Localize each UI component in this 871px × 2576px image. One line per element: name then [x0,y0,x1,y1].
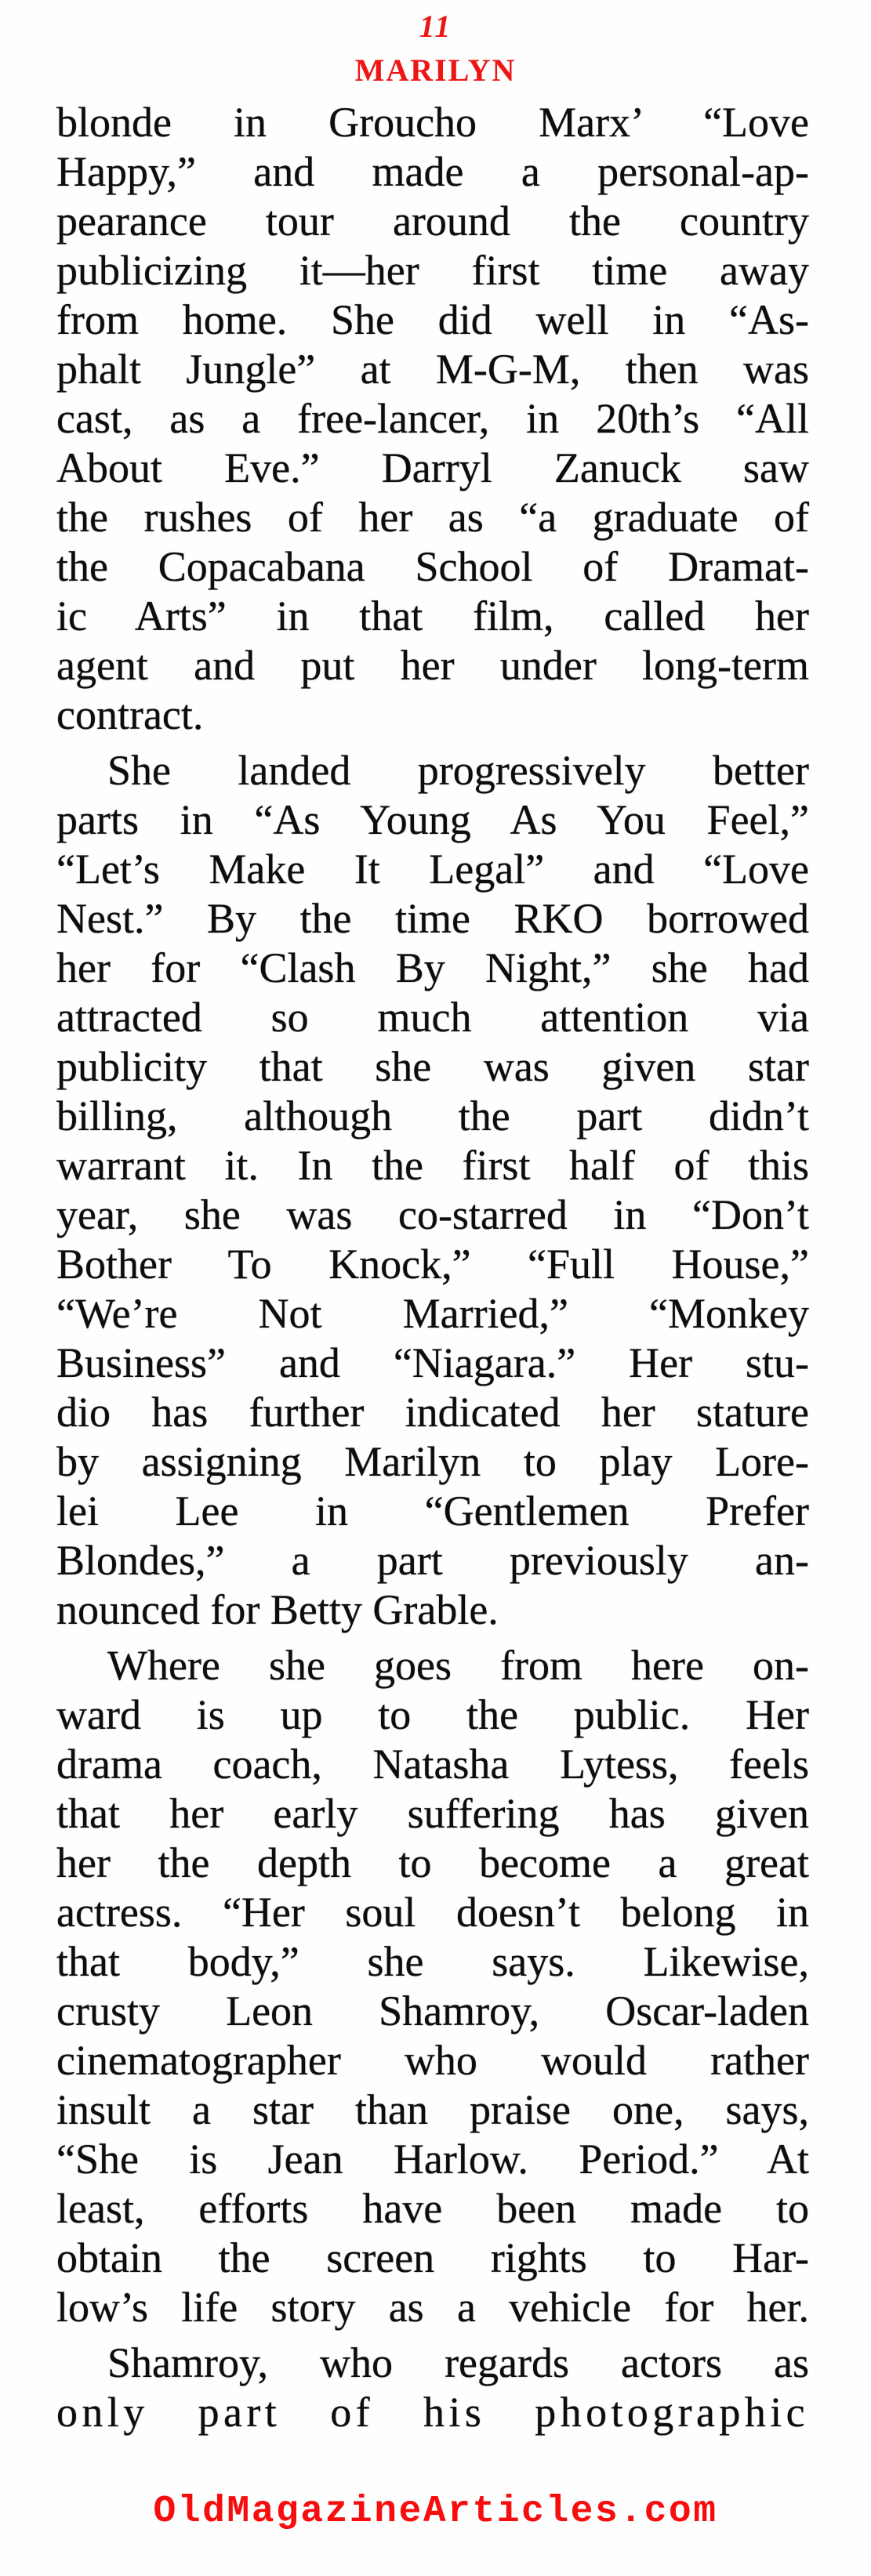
article-line: Business” and “Niagara.” Her stu- [56,1339,809,1386]
article-line: drama coach, Natasha Lytess, feels [56,1741,809,1788]
article-line: publicity that she was given star [56,1043,809,1090]
article-line: year, she was co-starred in “Don’t [56,1191,809,1238]
article-line: least, efforts have been made to [56,2185,809,2232]
page-header [0,0,871,86]
article-line: that body,” she says. Likewise, [56,1938,809,1985]
article-line: “We’re Not Married,” “Monkey [56,1290,809,1337]
article-line: low’s life story as a vehicle for her. [56,2284,809,2331]
article-line: Nest.” By the time RKO borrowed [56,895,809,942]
article-line: by assigning Marilyn to play Lore- [56,1438,809,1485]
article-line: cinematographer who would rather [56,2037,809,2084]
article-line: “Let’s Make It Legal” and “Love [56,846,809,893]
article-line: warrant it. In the first half of this [56,1142,809,1189]
article-line: “She is Jean Harlow. Period.” At [56,2136,809,2183]
page-number: 11 [419,9,452,44]
article-line: publicizing it—her first time away [56,247,809,294]
article-line: that her early suffering has given [56,1790,809,1837]
paragraph [56,98,809,740]
article-line: nounced for Betty Grable. [56,1586,499,1633]
article-line: only part of his photographic [56,2389,809,2436]
page-footer [0,2491,871,2533]
article-line: attracted so much attention via [56,994,809,1041]
article-line: Bother To Knock,” “Full House,” [56,1241,809,1288]
article-line: Happy,” and made a personal-ap- [56,148,809,195]
paragraph [56,746,809,1635]
article-line: Shamroy, who regards actors as [107,2339,809,2386]
article-line: contract. [56,691,204,738]
article-line: pearance tour around the country [56,197,809,245]
article-line: About Eve.” Darryl Zanuck saw [56,444,809,491]
article-title: MARILYN [354,53,517,88]
article-line: dio has further indicated her stature [56,1389,809,1436]
article-line: lei Lee in “Gentlemen Prefer [56,1487,809,1534]
article-line: blonde in Groucho Marx’ “Love [56,99,809,146]
article-line: ward is up to the public. Her [56,1691,809,1738]
article-line: her for “Clash By Night,” she had [56,944,809,991]
article-line: ic Arts” in that film, called her [56,592,809,639]
article-line: the rushes of her as “a graduate of [56,494,809,541]
article-line: billing, although the part didn’t [56,1092,809,1139]
watermark-site-name: OldMagazineArticles.com [153,2491,718,2533]
article-line: parts in “As Young As You Feel,” [56,796,809,843]
paragraph [56,2339,809,2437]
article-line: crusty Leon Shamroy, Oscar-laden [56,1987,809,2034]
article-line: insult a star than praise one, says, [56,2086,809,2133]
article-line: agent and put her under long-term [56,642,809,689]
article-line: cast, as a free-lancer, in 20th’s “All [56,395,809,442]
article-line: from home. She did well in “As- [56,296,809,343]
article-line: obtain the screen rights to Har- [56,2234,809,2281]
article-line: Where she goes from here on- [107,1642,809,1689]
paragraph [56,1641,809,2332]
article-line: She landed progressively better [107,747,809,794]
article-line: phalt Jungle” at M-G-M, then was [56,346,809,393]
article-line: Blondes,” a part previously an- [56,1537,809,1584]
article-line: the Copacabana School of Dramat- [56,543,809,590]
article-line: actress. “Her soul doesn’t belong in [56,1889,809,1936]
article-body [56,98,809,2437]
article-line: her the depth to become a great [56,1839,809,1886]
